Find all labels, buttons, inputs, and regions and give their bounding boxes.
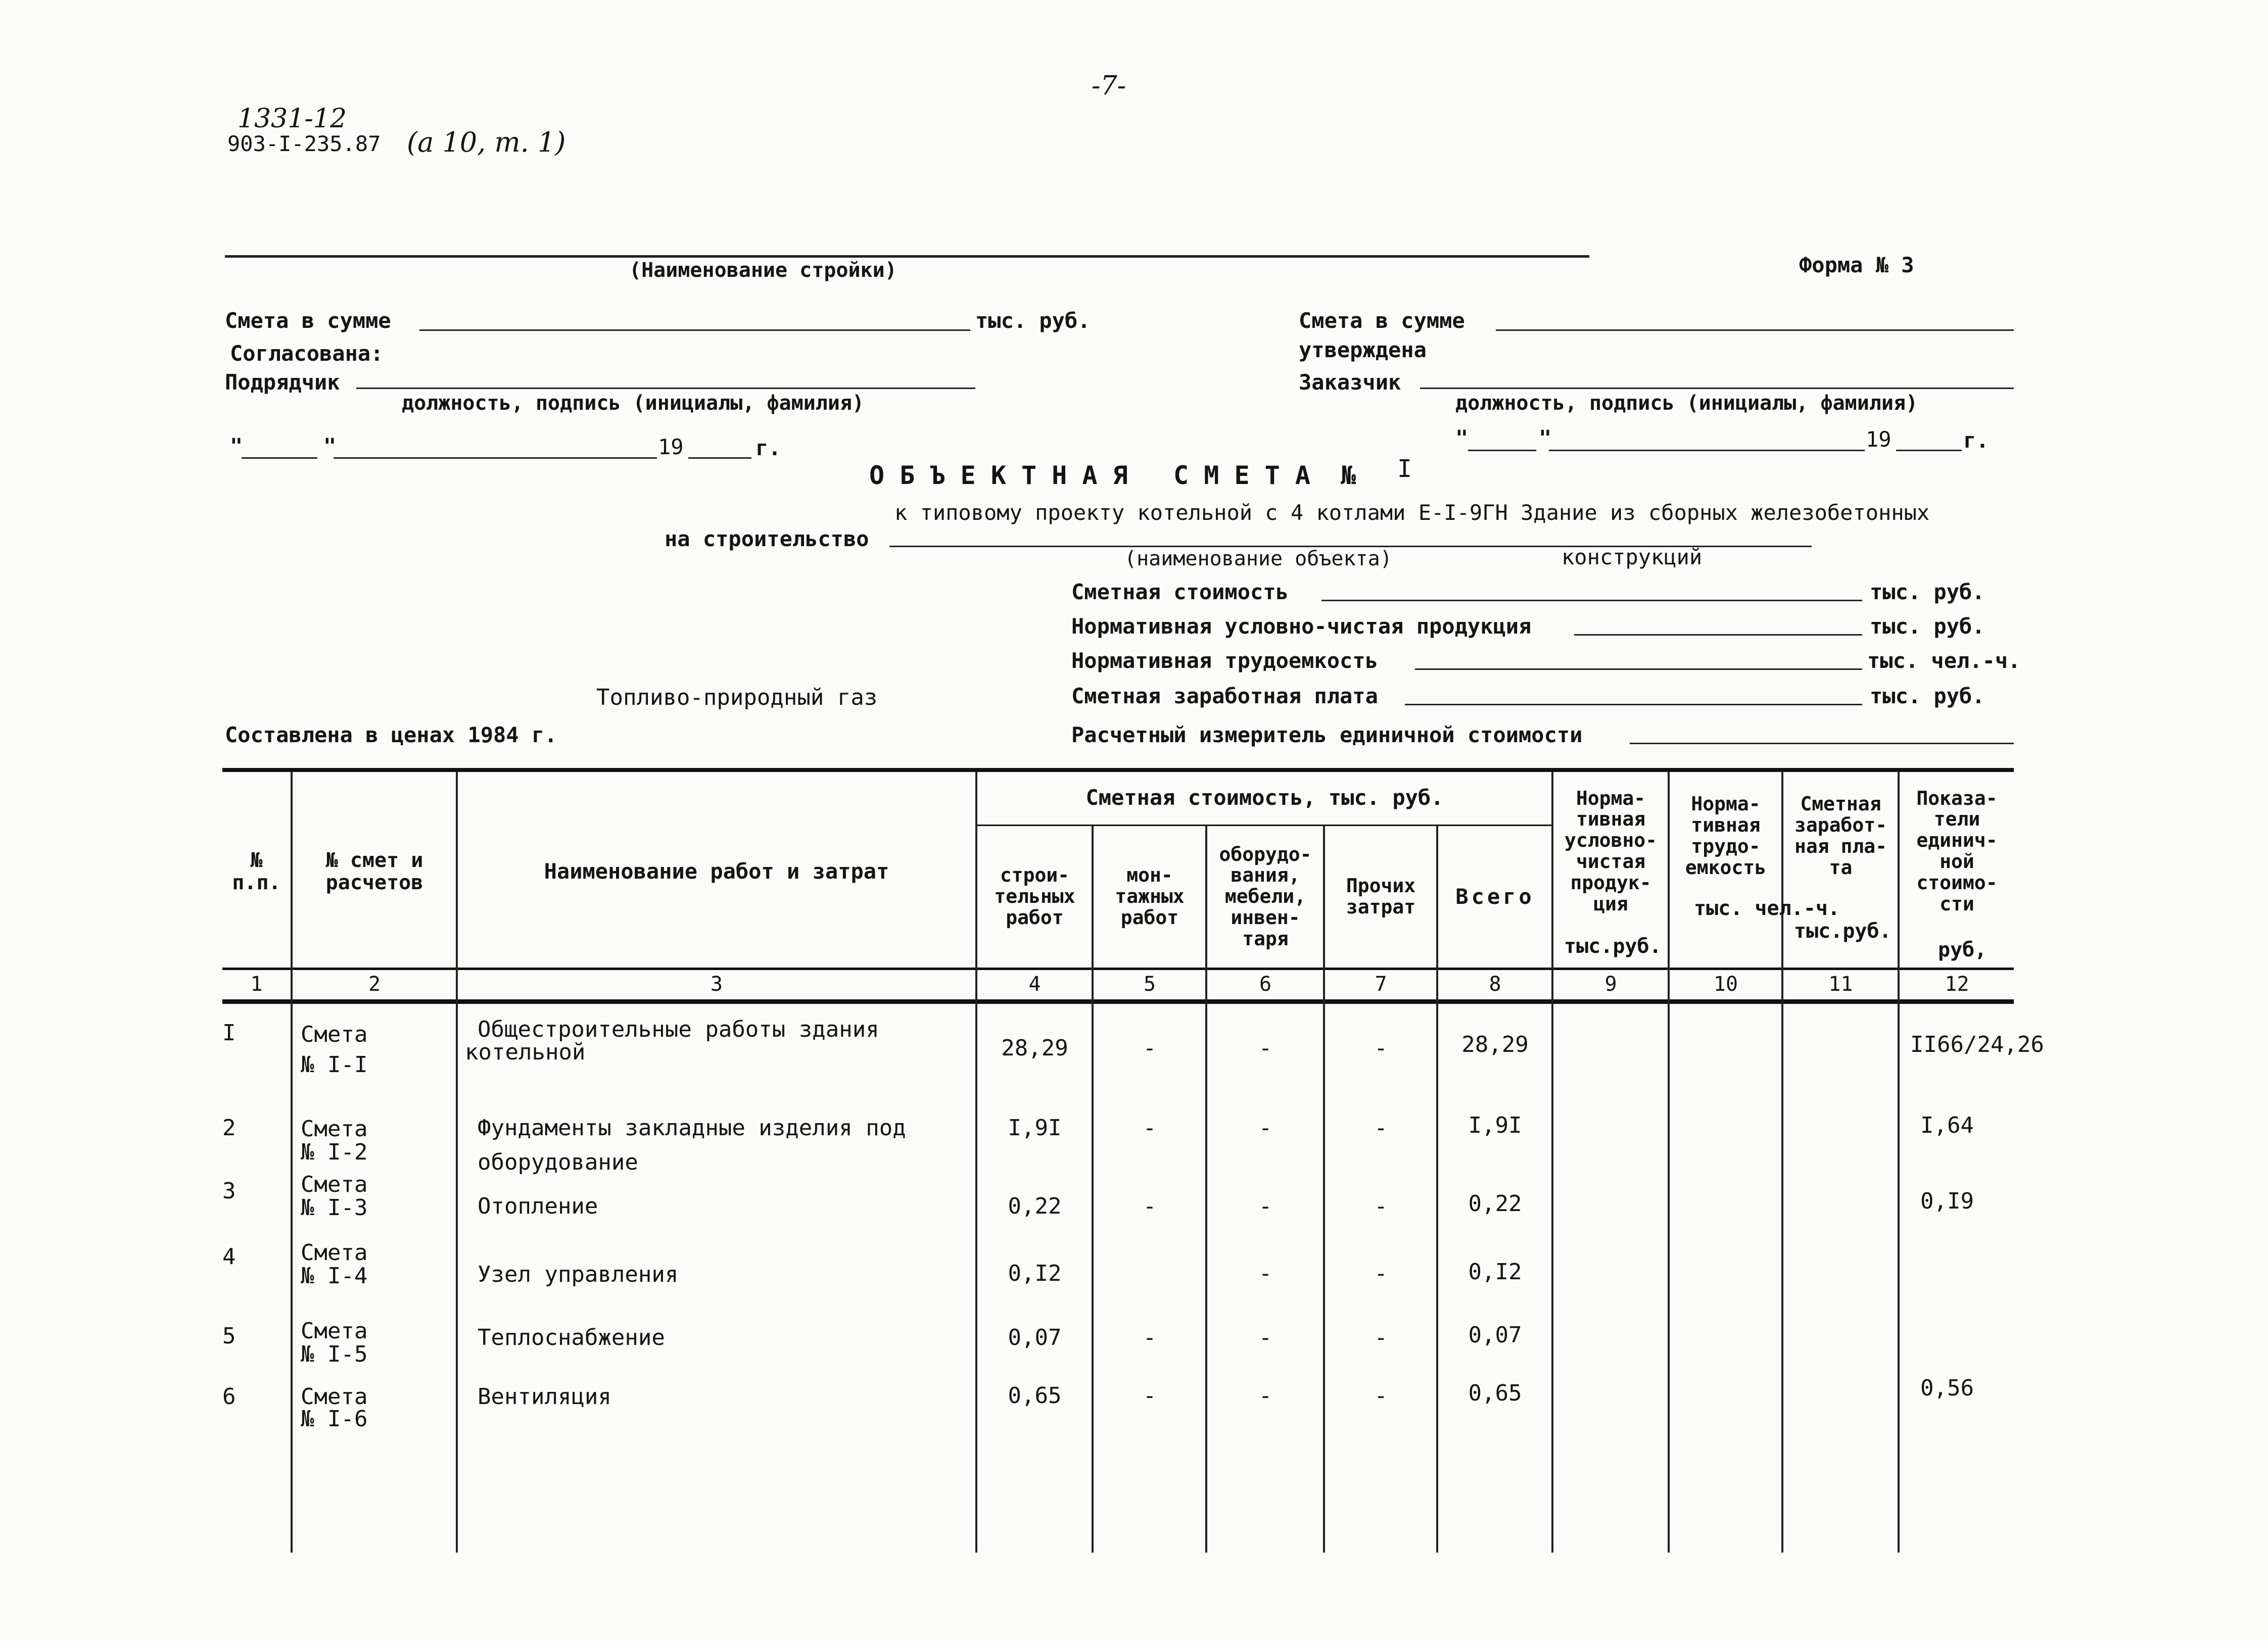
colnum-10: 10 <box>1713 973 1738 996</box>
header-wage-unit: тыс.руб. <box>1794 920 1892 943</box>
colnum-6: 6 <box>1259 973 1272 996</box>
row-installation: - <box>1143 1193 1157 1219</box>
row-smeta: Смета <box>301 1022 368 1047</box>
left-sum-line <box>419 329 970 331</box>
row-total: 0,I2 <box>1468 1259 1522 1285</box>
row-name-line1: Вентиляция <box>478 1384 611 1410</box>
metric-unit-cost-line <box>1630 743 2014 744</box>
row-num: 2 <box>222 1115 236 1141</box>
row-smeta: Смета <box>301 1172 368 1197</box>
header-work-name: Наименование работ и затрат <box>544 858 889 884</box>
right-month-line <box>1549 450 1865 451</box>
row-smeta: Смета <box>301 1318 368 1344</box>
row-smeta-no: № I-2 <box>301 1139 368 1165</box>
metric-production-unit: тыс. руб. <box>1870 614 1985 639</box>
row-equipment: - <box>1258 1193 1272 1219</box>
colnum-11: 11 <box>1828 973 1853 996</box>
vline-3 <box>975 772 977 1553</box>
page-number: -7- <box>1092 71 1126 101</box>
left-smeta-sum: Смета в сумме <box>225 308 391 333</box>
colnum-7: 7 <box>1375 973 1387 996</box>
vline-9 <box>1668 772 1670 1553</box>
right-date-quote2: " <box>1539 425 1552 450</box>
construction-caption: (Наименование стройки) <box>629 259 897 282</box>
right-date-year: 19 <box>1866 427 1892 452</box>
object-text-line2: конструкций <box>1562 545 1703 569</box>
row-total: I,9I <box>1468 1113 1522 1138</box>
colnum-5: 5 <box>1143 973 1156 996</box>
row-other: - <box>1374 1035 1388 1061</box>
object-caption: (наименование объекта) <box>1124 547 1392 570</box>
colnum-3: 3 <box>710 973 723 996</box>
row-name-line1: Узел управления <box>478 1262 679 1287</box>
left-year-line <box>688 457 751 459</box>
fuel-label: Топливо-природный газ <box>596 685 878 710</box>
left-sum-unit: тыс. руб. <box>975 308 1091 333</box>
right-signature-caption: должность, подпись (инициалы, фамилия) <box>1455 392 1918 415</box>
customer-label: Заказчик <box>1299 370 1401 395</box>
vline-10 <box>1781 772 1783 1553</box>
vline-6 <box>1323 826 1325 1553</box>
metric-labor-unit: тыс. чел.-ч. <box>1867 648 2021 673</box>
object-text-line1: к типовому проекту котельной с 4 котлами Е-I-9ГН Здание из сборных железобетонных <box>894 500 1930 525</box>
row-name-line2: котельной <box>465 1039 586 1065</box>
row-name-line1: Теплоснабжение <box>478 1325 665 1350</box>
vline-7 <box>1436 826 1438 1553</box>
row-installation: - <box>1143 1383 1157 1409</box>
row-other: - <box>1374 1115 1388 1141</box>
left-signature-caption: должность, подпись (инициалы, фамилия) <box>402 392 865 415</box>
left-day-line <box>242 457 317 459</box>
row-unit-cost: 0,56 <box>1920 1375 1974 1401</box>
contractor-label: Подрядчик <box>225 370 340 395</box>
header-wage: Сметная заработ- ная пла- та <box>1794 793 1887 879</box>
header-equipment: оборудо- вания, мебели, инвен- таря <box>1219 843 1312 950</box>
row-installation: - <box>1143 1115 1157 1141</box>
row-num: 5 <box>222 1323 236 1349</box>
form-label: Форма № 3 <box>1799 253 1914 277</box>
row-name-line1: Фундаменты закладные изделия под <box>478 1115 906 1141</box>
colnum-8: 8 <box>1489 973 1501 996</box>
metric-unit-cost-label: Расчетный измеритель единичной стоимости <box>1071 722 1583 747</box>
row-name-line1: Отопление <box>478 1193 598 1219</box>
handwritten-album-note: (а 10, т. 1) <box>407 126 566 158</box>
numbers-bottom-rule <box>222 999 2014 1004</box>
right-sum-line <box>1496 329 2014 331</box>
row-name-line1: Общестроительные работы здания <box>478 1017 879 1042</box>
row-other: - <box>1374 1383 1388 1409</box>
row-total: 0,22 <box>1468 1191 1522 1217</box>
row-total: 0,07 <box>1468 1322 1522 1348</box>
row-equipment: - <box>1258 1035 1272 1061</box>
title-number: I <box>1397 455 1412 483</box>
row-construction: I,9I <box>1008 1115 1062 1141</box>
doc-code: 903-I-235.87 <box>227 131 381 156</box>
row-num: I <box>222 1020 236 1046</box>
vline-2 <box>456 772 458 1553</box>
header-bottom-rule <box>222 968 2014 970</box>
vline-4 <box>1092 826 1094 1553</box>
row-smeta: Смета <box>301 1116 368 1142</box>
row-equipment: - <box>1258 1115 1272 1141</box>
row-unit-cost: 0,I9 <box>1920 1188 1974 1214</box>
header-construction: строи- тельных работ <box>994 864 1075 929</box>
right-date-suffix: г. <box>1963 428 1989 453</box>
row-construction: 28,29 <box>1001 1035 1068 1061</box>
handwritten-code: 1331-12 <box>238 104 347 134</box>
right-smeta-sum: Смета в сумме <box>1299 308 1465 333</box>
row-construction: 0,65 <box>1008 1383 1062 1409</box>
row-smeta: Смета <box>301 1384 368 1410</box>
row-installation: - <box>1143 1325 1157 1350</box>
row-equipment: - <box>1258 1261 1272 1286</box>
row-total: 28,29 <box>1461 1032 1529 1057</box>
row-num: 6 <box>222 1384 236 1410</box>
metric-labor-label: Нормативная трудоемкость <box>1071 648 1378 673</box>
colnum-12: 12 <box>1945 973 1969 996</box>
agreed-label: Согласована: <box>230 341 384 366</box>
row-other: - <box>1374 1261 1388 1286</box>
row-smeta-no: № I-4 <box>301 1263 368 1289</box>
customer-line <box>1420 388 2014 389</box>
approved-label: утверждена <box>1299 337 1427 362</box>
row-smeta-no: № I-5 <box>301 1341 368 1367</box>
header-production-unit: тыс.руб. <box>1564 935 1662 958</box>
row-other: - <box>1374 1193 1388 1219</box>
header-production: Норма- тивная условно- чистая продук- ция <box>1564 787 1658 915</box>
vline-11 <box>1898 772 1900 1553</box>
left-date-year: 19 <box>658 435 684 459</box>
row-smeta: Смета <box>301 1240 368 1266</box>
metric-cost-line <box>1321 600 1862 601</box>
vline-5 <box>1205 826 1207 1553</box>
construction-name-line <box>225 255 1589 258</box>
row-total: 0,65 <box>1468 1380 1522 1406</box>
header-labor: Норма- тивная трудо- емкость <box>1685 793 1767 879</box>
metric-cost-label: Сметная стоимость <box>1071 580 1289 604</box>
right-day-line <box>1468 450 1536 451</box>
left-date-quote2: " <box>323 433 337 458</box>
row-other: - <box>1374 1325 1388 1350</box>
row-smeta-no: № I-3 <box>301 1195 368 1221</box>
row-unit-cost: I,64 <box>1920 1113 1974 1138</box>
row-construction: 0,07 <box>1008 1325 1062 1350</box>
right-date-quote: " <box>1455 425 1469 450</box>
row-smeta-no: № I-I <box>301 1052 368 1078</box>
header-num: № п.п. <box>232 849 281 894</box>
header-cost-group: Сметная стоимость, тыс. руб. <box>1085 785 1444 810</box>
row-equipment: - <box>1258 1325 1272 1350</box>
row-equipment: - <box>1258 1383 1272 1409</box>
metric-wage-line <box>1405 704 1862 705</box>
header-unit-cost-unit: руб, <box>1938 938 1987 961</box>
cost-group-rule <box>975 825 1552 826</box>
header-smeta: № смет и расчетов <box>325 849 423 894</box>
header-total: Всего <box>1455 884 1535 909</box>
metric-production-label: Нормативная условно-чистая продукция <box>1071 614 1532 639</box>
header-installation: мон- тажных работ <box>1115 864 1185 929</box>
for-construction-label: на строительство <box>665 526 869 551</box>
left-date-suffix: г. <box>755 436 781 460</box>
vline-8 <box>1551 772 1553 1553</box>
row-num: 4 <box>222 1244 236 1270</box>
page-title: О Б Ъ Е К Т Н А Я С М Е Т А № <box>869 461 1356 490</box>
row-unit-cost: II66/24,26 <box>1910 1032 2044 1057</box>
metric-wage-unit: тыс. руб. <box>1870 684 1985 708</box>
metric-cost-unit: тыс. руб. <box>1870 580 1985 604</box>
row-num: 3 <box>222 1178 236 1204</box>
row-construction: 0,I2 <box>1008 1261 1062 1286</box>
right-year-line <box>1896 450 1962 451</box>
left-month-line <box>334 457 657 459</box>
colnum-2: 2 <box>368 973 381 996</box>
header-labor-unit: тыс. чел.-ч. <box>1694 897 1840 920</box>
metric-production-line <box>1574 634 1862 636</box>
row-installation: - <box>1143 1035 1157 1061</box>
colnum-1: 1 <box>250 973 263 996</box>
metric-wage-label: Сметная заработная плата <box>1071 684 1378 708</box>
metric-labor-line <box>1415 668 1862 670</box>
colnum-4: 4 <box>1028 973 1041 996</box>
table-top-rule <box>222 768 2014 772</box>
vline-1 <box>291 772 293 1553</box>
header-other: Прочих затрат <box>1346 875 1416 918</box>
colnum-9: 9 <box>1604 973 1617 996</box>
prices-label: Составлена в ценах 1984 г. <box>225 722 557 747</box>
row-construction: 0,22 <box>1008 1193 1062 1219</box>
row-smeta-no: № I-6 <box>301 1406 368 1432</box>
row-name-line2: оборудование <box>478 1149 638 1175</box>
left-date-quote: " <box>230 433 243 458</box>
header-unit-cost: Показа- тели единич- ной стоимо- сти <box>1916 787 1998 915</box>
contractor-line <box>356 388 975 389</box>
